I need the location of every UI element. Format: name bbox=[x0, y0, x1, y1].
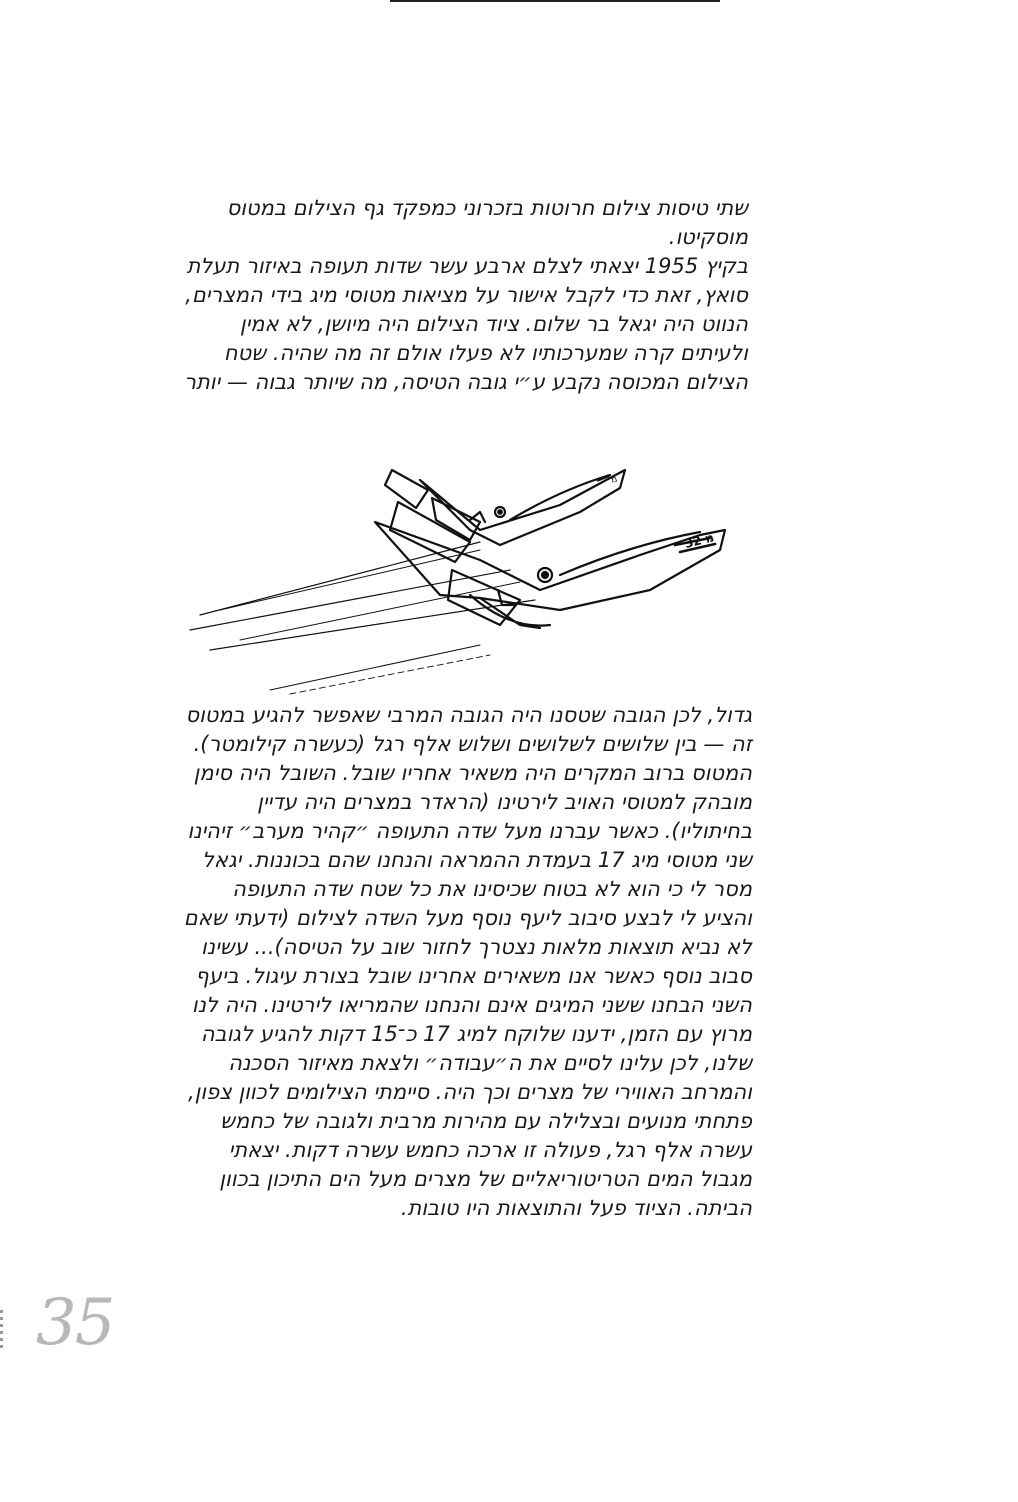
text-line: הביתה. הציוד פעל והתוצאות היו טובות. bbox=[400, 1196, 752, 1220]
contrail-line bbox=[240, 582, 520, 640]
text-line: שתי טיסות צילום חרוטות בזכרוני כמפקד גף הצילום במטוס bbox=[226, 196, 748, 220]
paragraph-top bbox=[184, 194, 748, 397]
rear-jet bbox=[385, 470, 625, 545]
text-line: השני הבחנו ששני המיגים אינם והנחנו שהמריאו לירטינו. היה לנו bbox=[191, 993, 752, 1017]
text-line: לא נביא תוצאות מלאות נצטרך לחזור שוב על הטיסה)... עשינו bbox=[200, 935, 752, 959]
text-line: מוסקיטו. bbox=[668, 225, 748, 249]
jet-marking: מ 32 bbox=[683, 530, 716, 551]
page-number: 35 bbox=[36, 1286, 114, 1360]
paragraph-bottom bbox=[183, 701, 752, 1223]
text-line: מובהק למטוסי האויב לירטינו (הראדר במצרים היה עדיין bbox=[257, 790, 752, 814]
contrail-line bbox=[220, 550, 480, 610]
contrail-line bbox=[270, 645, 480, 690]
top-rule bbox=[390, 0, 720, 2]
text-line: סבוב נוסף כאשר אנו משאירים אחרינו שובל בצורת עיגול. ביעף bbox=[195, 964, 752, 988]
contrail-line bbox=[290, 655, 490, 694]
text-line: בקיץ 1955 יצאתי לצלם ארבע עשר שדות תעופה באיזור תעלת bbox=[186, 254, 748, 278]
text-line: והציע לי לבצע סיבוב ליעף נוסף מעל השדה לצילום (ידעתי שאם bbox=[183, 906, 752, 930]
text-line: שני מטוסי מיג 17 בעמדת ההמראה והנחנו שהם בכוננות. יגאל bbox=[201, 848, 752, 872]
jet-marking: מ bbox=[609, 474, 619, 486]
text-line: זה — בין שלושים לשלושים ושלוש אלף רגל (כעשרה קילומטר). bbox=[193, 732, 752, 756]
text-line: שלנו, לכן עלינו לסיים את ה״עבודה״ ולצאת מאיזור הסכנה bbox=[228, 1051, 752, 1075]
front-jet bbox=[375, 502, 725, 628]
text-line: עשרה אלף רגל, פעולה זו ארכה כחמש עשרה דקות. יצאתי bbox=[228, 1138, 752, 1162]
jets-illustration bbox=[180, 450, 740, 700]
text-line: הנווט היה יגאל בר שלום. ציוד הצילום היה מיושן, לא אמין bbox=[239, 312, 748, 336]
text-line: מרוץ עם הזמן, ידענו שלוקח למיג 17 כ־15 דקות להגיע לגובה bbox=[200, 1022, 752, 1046]
text-line: גדול, לכן הגובה שטסנו היה הגובה המרבי שאפשר להגיע במטוס bbox=[185, 703, 752, 727]
scan-edge-marks bbox=[0, 1310, 3, 1350]
text-line: סואץ, זאת כדי לקבל אישור על מציאות מטוסי מיג בידי המצרים, bbox=[185, 283, 748, 307]
contrail-line bbox=[190, 570, 510, 630]
text-line: המטוס ברוב המקרים היה משאיר אחריו שובל. השובל היה סימן bbox=[193, 761, 752, 785]
text-line: ולעיתים קרה שמערכותיו לא פעלו אולם זה מה שהיה. שטח bbox=[223, 341, 748, 365]
text-line: מגבול המים הטריטוריאליים של מצרים מעל הים התיכון בכוון bbox=[219, 1167, 752, 1191]
text-line: והמרחב האווירי של מצרים וכך היה. סיימתי הצילומים לכוון צפון, bbox=[188, 1080, 752, 1104]
text-line: בחיתוליו). כאשר עברנו מעל שדה התעופה ״קהיר מערב״ זיהינו bbox=[187, 819, 752, 843]
text-line: מסר לי כי הוא לא בטוח שכיסינו את כל שטח שדה התעופה bbox=[232, 877, 752, 901]
text-line: פתחתי מנועים ובצלילה עם מהירות מרבית ולגובה של כחמש bbox=[220, 1109, 752, 1133]
text-line: הצילום המכוסה נקבע ע״י גובה הטיסה, מה שיותר גבוה — יותר bbox=[184, 370, 748, 394]
